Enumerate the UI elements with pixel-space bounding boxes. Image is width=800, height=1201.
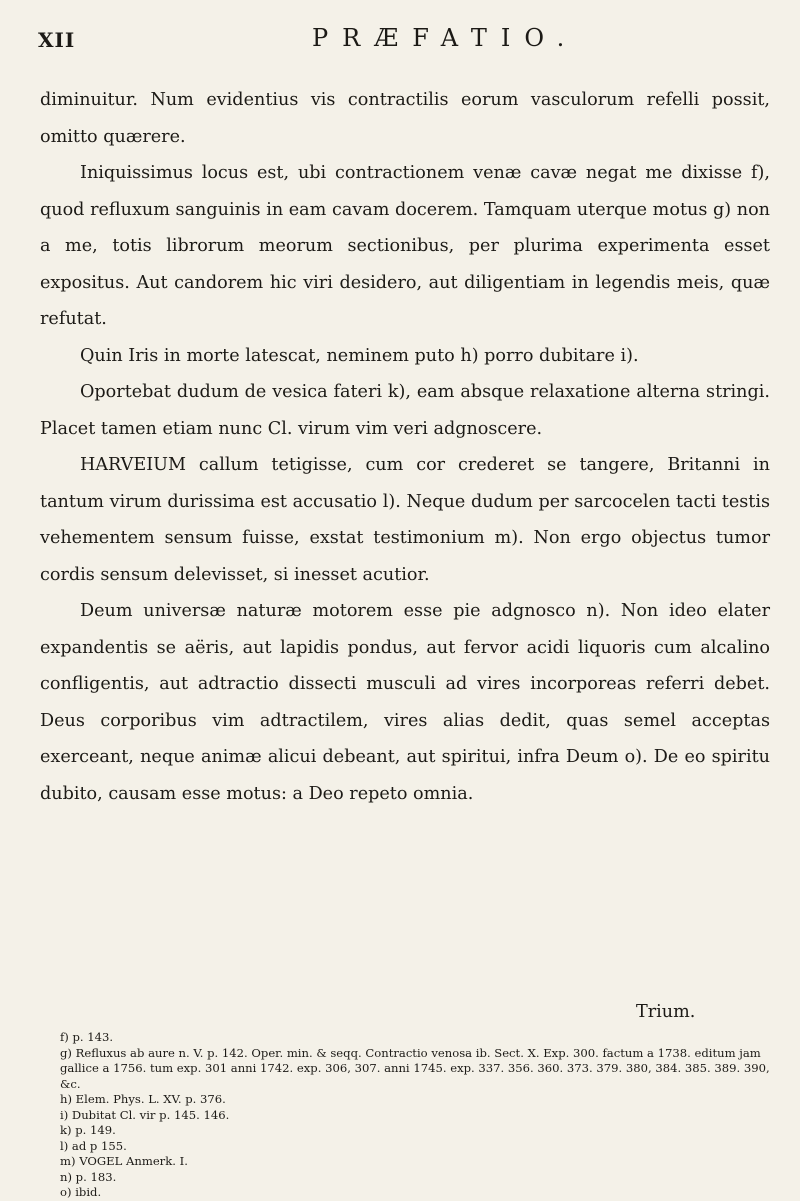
paragraph: Oportebat dudum de vesica fateri k), eam absque relaxatione alterna stringi. Placet tamen etiam nunc Cl. virum vim veri adgnoscere. (40, 382, 770, 439)
main-text (40, 82, 770, 812)
paragraph: Deum universæ naturæ motorem esse pie adgnosco n). Non ideo elater expandentis se aëris, aut lapidis pondus, aut fervor acidi liquoris cum alcalino confligentis, aut adtractio dissecti musculi ad vires incorporeas referri debet. Deus corporibus vim adtractilem, vires alias dedit, quas semel acceptas exerceant, neque animæ alicui debeant, aut spiritui, infra Deum o). De eo spiritu dubito, causam esse motus: a Deo repeto omnia. (40, 601, 770, 804)
running-title: PRÆFATIO. (312, 24, 579, 52)
paragraph: HARVEIUM callum tetigisse, cum cor crederet se tangere, Britanni in tantum virum durissima est accusatio l). Neque dudum per sarcocelen tacti testis vehementem sensum fuisse, exstat testimonium m). Non ergo objectus tumor cordis sensum delevisset, si inesset acutior. (40, 455, 770, 585)
footnote: n) p. 183. (60, 1169, 117, 1184)
footnote: m) VOGEL Anmerk. I. (60, 1154, 188, 1168)
footnotes (60, 1030, 780, 1201)
footnote: l) ad p 155. (60, 1138, 127, 1153)
paragraph: Iniquissimus locus est, ubi contractionem venæ cavæ negat me dixisse f), quod refluxum sanguinis in eam cavam docerem. Tamquam uterque motus g) non a me, totis librorum meorum sectionibus, per plurima experimenta esset expositus. Aut candorem hic viri desidero, aut diligentiam in legendis meis, quæ refutat. (40, 163, 770, 329)
footnote: i) Dubitat Cl. vir p. 145. 146. (60, 1107, 230, 1122)
footnote: f) p. 143. (60, 1030, 114, 1044)
page-number: XII (38, 28, 76, 52)
footnote: k) p. 149. (60, 1123, 116, 1137)
footnote: h) Elem. Phys. L. XV. p. 376. (60, 1092, 226, 1106)
paragraph: diminuitur. Num evidentius vis contractilis eorum vasculorum refelli possit, omitto quærere. (40, 90, 770, 147)
paragraph: Quin Iris in morte latescat, neminem puto h) porro dubitare i). (80, 345, 639, 366)
footnote: o) ibid. (60, 1185, 102, 1199)
catchword: Trium. (636, 1002, 696, 1022)
footnote: g) Refluxus ab aure n. V. p. 142. Oper. min. & seqq. Contractio venosa ib. Sect. X. Exp. 300. factum a 1738. editum jam gallice a 1756. tum exp. 301 anni 1742. exp. 306, 307. anni 1745. exp. 337. 356. 360. 373. 379. 380, 384. 385. 389. 390, &c. (60, 1045, 770, 1091)
